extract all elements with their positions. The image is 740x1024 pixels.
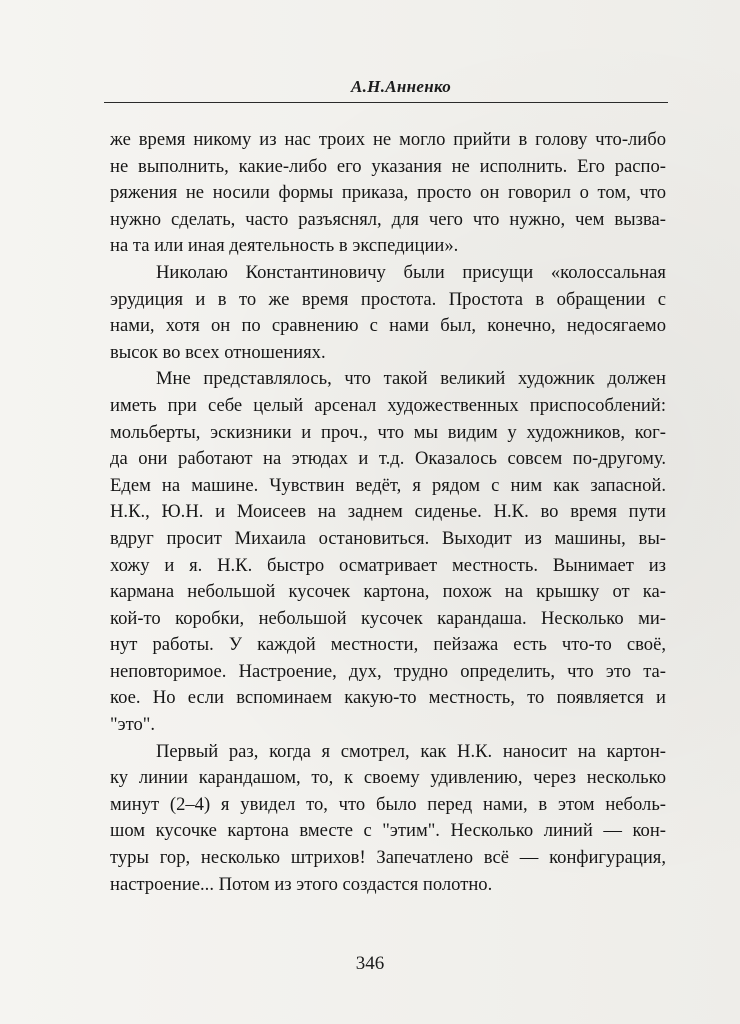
body-text: [110, 127, 666, 898]
running-header: [104, 72, 668, 103]
text-line: Едем на машине. Чувствин ведёт, я рядом с ним как запасной.: [110, 474, 666, 496]
text-line: Н.К., Ю.Н. и Моисеев на заднем сиденье. Н.К. во время пути: [110, 501, 666, 523]
text-line: же время никому из нас троих не могло прийти в голову что-либо: [110, 129, 666, 150]
text-line: ряжения не носили формы приказа, просто он говорил о том, что: [110, 182, 666, 204]
text-line: хожу и я. Н.К. быстро осматривает местность. Вынимает из: [110, 554, 666, 576]
page-number: 346: [355, 953, 385, 974]
text-line: не выполнить, какие-либо его указания не исполнить. Его распо-: [110, 155, 666, 177]
text-line: вдруг просит Михаила остановиться. Выходит из машины, вы-: [110, 527, 666, 549]
text-line: кое. Но если вспоминаем какую-то местность, то появляется и: [110, 687, 666, 709]
paragraph: [110, 127, 666, 260]
text-line: нут работы. У каждой местности, пейзажа есть что-то своё,: [110, 634, 666, 656]
text-line: кармана небольшой кусочек картона, похож на крышку от ка-: [110, 581, 666, 603]
text-line: эрудиция и в то же время простота. Простота в обращении с: [110, 288, 666, 310]
text-line: ку линии карандашом, то, к своему удивлению, через несколько: [110, 767, 666, 789]
paragraph: [110, 366, 666, 738]
running-title: А.Н.Анненко: [350, 77, 452, 96]
text-line: неповторимое. Настроение, дух, трудно определить, что это та-: [110, 660, 666, 682]
text-line: иметь при себе целый арсенал художественных приспособлений:: [110, 394, 666, 416]
text-line: настроение... Потом из этого создастся полотно.: [110, 873, 493, 895]
text-line: шом кусочке картона вместе с "этим". Несколько линий — кон-: [110, 820, 666, 842]
text-line: Мне представлялось, что такой великий художник должен: [156, 368, 666, 390]
text-line: мольберты, эскизники и проч., что мы видим у художников, ког-: [110, 421, 666, 443]
text-line: высок во всех отношениях.: [110, 341, 326, 363]
text-line: "это".: [110, 714, 155, 736]
text-line: кой-то коробки, небольшой кусочек карандаша. Несколько ми-: [110, 607, 666, 629]
text-line: минут (2–4) я увидел то, что было перед нами, в этом неболь-: [110, 793, 666, 815]
text-line: туры гор, несколько штрихов! Запечатлено всё — конфигурация,: [110, 847, 666, 869]
paragraph: [110, 739, 666, 899]
text-line: да они работают на этюдах и т.д. Оказалось совсем по-другому.: [110, 448, 666, 470]
text-line: нужно сделать, часто разъяснял, для чего что нужно, чем вызва-: [110, 208, 666, 230]
paragraph: [110, 260, 666, 366]
text-line: Николаю Константиновичу были присущи «колоссальная: [156, 261, 666, 283]
text-line: Первый раз, когда я смотрел, как Н.К. наносит на картон-: [156, 740, 666, 762]
text-line: нами, хотя он по сравнению с нами был, конечно, недосягаемо: [110, 315, 666, 337]
text-line: на та или иная деятельность в экспедиции».: [110, 235, 459, 257]
